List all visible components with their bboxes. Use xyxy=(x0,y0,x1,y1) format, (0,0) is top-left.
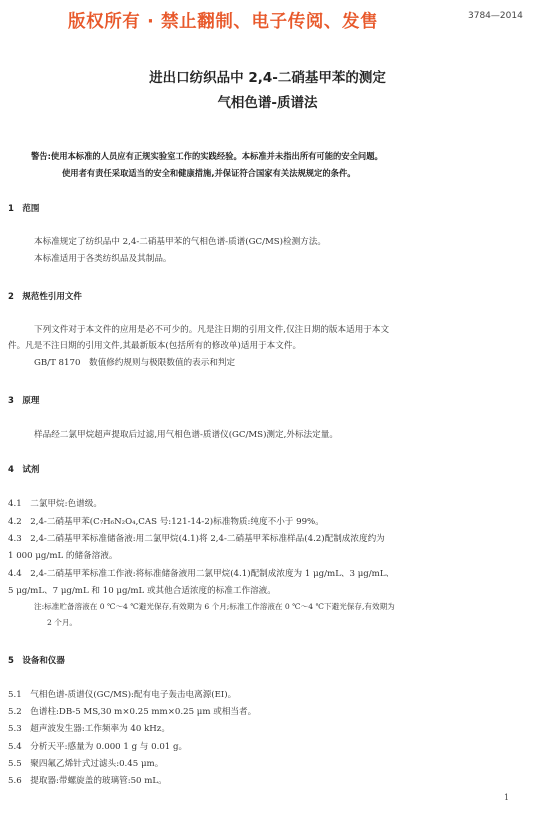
document-title: 进出口纺织品中 2,4-二硝基甲苯的测定 xyxy=(149,70,386,86)
section-2-paragraph-line-2: 件。凡是不注日期的引用文件,其最新版本(包括所有的修改单)适用于本文件。 xyxy=(8,341,302,351)
section-1-paragraph-2: 本标准适用于各类纺织品及其制品。 xyxy=(34,254,172,264)
item-4-4-line-2: 5 μg/mL、7 μg/mL 和 10 μg/mL 或其他合适浓度的标准工作溶液。 xyxy=(8,586,276,596)
item-5-1: 5.1 气相色谱-质谱仪(GC/MS):配有电子轰击电离源(EI)。 xyxy=(8,690,237,700)
item-5-6: 5.6 提取器:带螺旋盖的玻璃管:50 mL。 xyxy=(8,776,167,786)
section-1-heading: 1 范围 xyxy=(8,204,40,214)
warning-line-1: 警告:使用本标准的人员应有正规实验室工作的实践经验。本标准并未指出所有可能的安全问题。 xyxy=(31,151,383,161)
warning-line-2: 使用者有责任采取适当的安全和健康措施,并保证符合国家有关法规规定的条件。 xyxy=(62,168,356,178)
section-3-paragraph: 样品经二氯甲烷超声提取后过滤,用气相色谱-质谱仪(GC/MS)测定,外标法定量。 xyxy=(34,430,338,440)
item-4-1: 4.1 二氯甲烷:色谱级。 xyxy=(8,499,102,509)
item-4-4-line-1: 4.4 2,4-二硝基甲苯标准工作液:将标准储备液用二氯甲烷(4.1)配制成浓度为 1 μg/mL、3 μg/mL、 xyxy=(8,569,395,579)
item-5-3: 5.3 超声波发生器:工作频率为 40 kHz。 xyxy=(8,724,170,734)
section-4-heading: 4 试剂 xyxy=(8,465,40,475)
section-3-heading: 3 原理 xyxy=(8,396,40,406)
item-5-2: 5.2 色谱柱:DB-5 MS,30 m×0.25 mm×0.25 μm 或相当者。 xyxy=(8,707,257,717)
item-4-3-line-2: 1 000 μg/mL 的储备溶液。 xyxy=(8,551,118,561)
section-2-heading: 2 规范性引用文件 xyxy=(8,292,82,302)
section-5-heading: 5 设备和仪器 xyxy=(8,656,65,666)
section-2-paragraph-line-1: 下列文件对于本文件的应用是必不可少的。凡是注日期的引用文件,仅注日期的版本适用于本文 xyxy=(34,325,390,335)
item-5-4: 5.4 分析天平:感量为 0.000 1 g 与 0.01 g。 xyxy=(8,742,188,752)
section-1-paragraph-1: 本标准规定了纺织品中 2,4-二硝基甲苯的气相色谱-质谱(GC/MS)检测方法。 xyxy=(34,237,326,247)
item-4-note-line-1: 注:标准贮备溶液在 0 ℃～4 ℃避光保存,有效期为 6 个月;标准工作溶液在 0 ℃～4 ℃下避光保存,有效期为 xyxy=(34,602,395,611)
section-2-reference: GB/T 8170 数值修约规则与极限数值的表示和判定 xyxy=(34,358,236,368)
item-4-3-line-1: 4.3 2,4-二硝基甲苯标准储备液:用二氯甲烷(4.1)将 2,4-二硝基甲苯标准样品(4.2)配制成浓度约为 xyxy=(8,534,385,544)
standard-number: 3784—2014 xyxy=(468,11,523,21)
watermark-banner: 版权所有 · 禁止翻制、电子传阅、发售 xyxy=(68,12,379,32)
item-4-2: 4.2 2,4-二硝基甲苯(C₇H₆N₂O₄,CAS 号:121-14-2)标准物质:纯度不小于 99%。 xyxy=(8,517,324,527)
item-4-note-line-2: 2 个月。 xyxy=(47,618,78,627)
item-5-5: 5.5 聚四氟乙烯针式过滤头:0.45 μm。 xyxy=(8,759,164,769)
page-number: 1 xyxy=(504,793,510,802)
document-subtitle: 气相色谱-质谱法 xyxy=(217,95,318,111)
